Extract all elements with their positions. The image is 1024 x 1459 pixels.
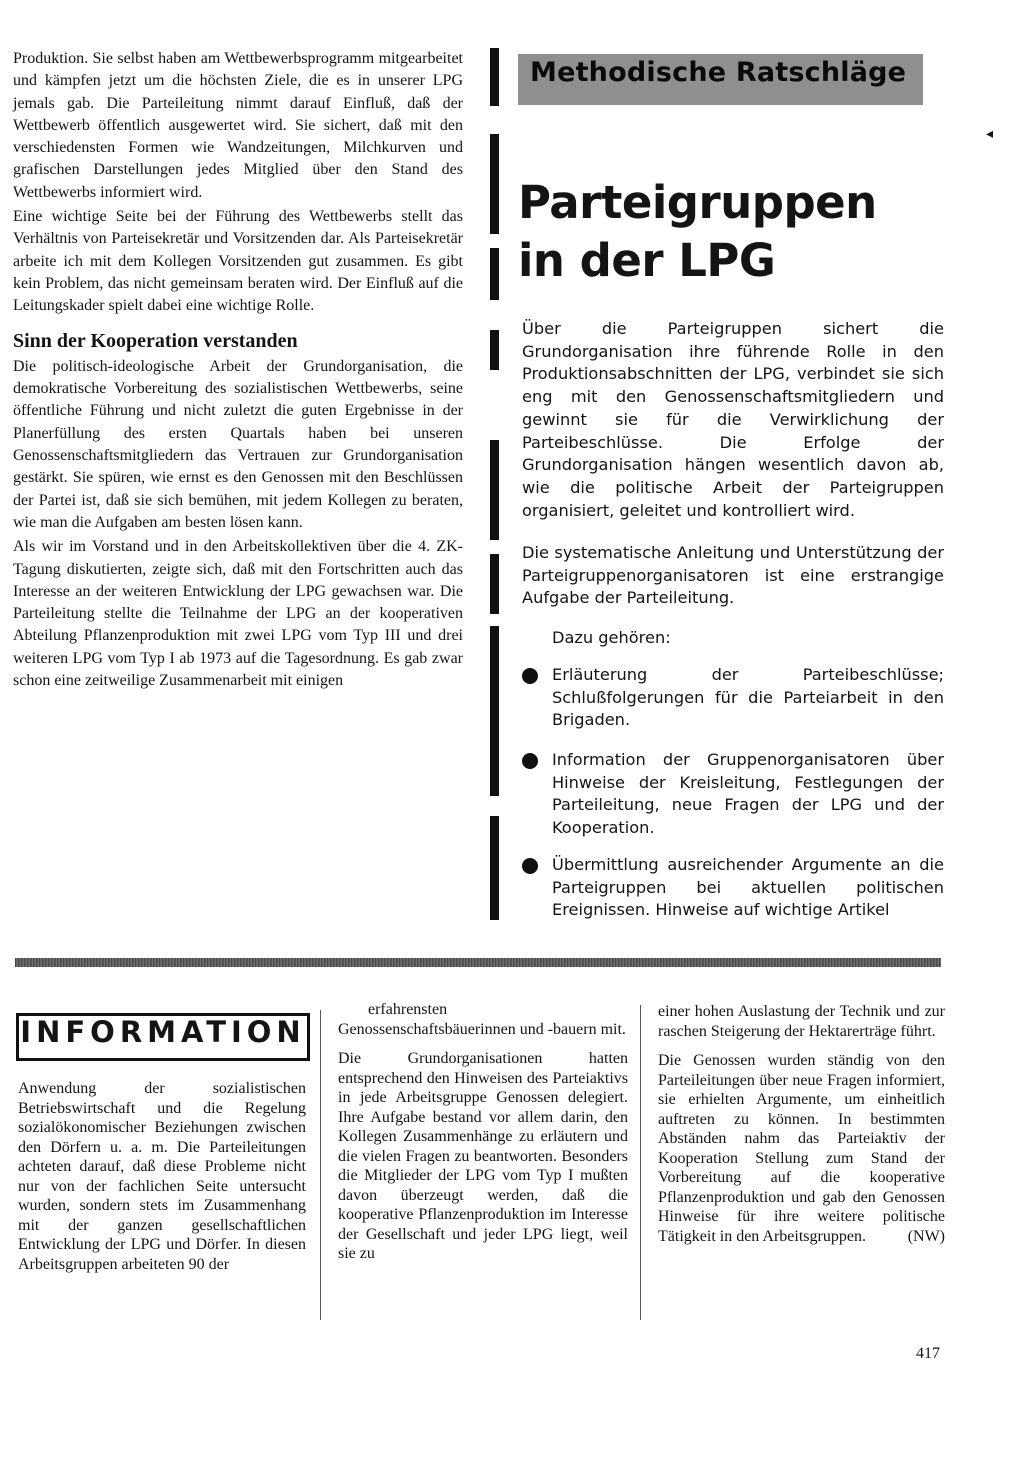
list-item-text: Übermittlung ausreichender Argumente an die Parteigruppen bei aktuellen politischen Ereignissen. Hinweise auf wichtige Artikel — [552, 855, 944, 920]
author-signature: (NW) — [907, 1227, 945, 1245]
decorative-bar — [490, 330, 499, 370]
info-column-2 — [338, 1000, 628, 1264]
list-item — [522, 664, 944, 732]
section-header: Methodische Ratschläge — [530, 57, 907, 88]
left-paragraph-1: Produktion. Sie selbst haben am Wettbewerbsprogramm mitgearbeitet und kämpfen jetzt um die höchsten Ziele, die es in unserer LPG jemals gab. Die Parteileitung nimmt darauf Einfluß, daß der Wettbewerb öffentlich ausgewertet wird. Sie sichert, daß mit den verschiedensten Formen wie Wandzeitungen, Milchkurven und grafischen Darstellungen jedes Mitglied über den Stand des Wettbewerbs informiert wird. — [13, 50, 463, 201]
left-paragraph-3: Die politisch-ideologische Arbeit der Grundorganisation, die demokratische Vorbereitung des sozialistischen Wettbewerbs, seine öffentliche Führung und nicht zuletzt die guten Ergebnisse in der Planerfüllung des ersten Quartals haben bei unseren Genossenschaftsmitgliedern das Vertrauen zur Grundorganisation gestärkt. Sie spüren, wie ernst es den Genossen mit den Beschlüssen der Partei ist, daß sie sich bemühen, mit jedem Kollegen zu beraten, wie man die Aufgaben am besten lösen kann. — [13, 357, 463, 531]
column-rule — [640, 1005, 641, 1320]
list-item — [522, 749, 944, 840]
decorative-bar — [490, 134, 499, 234]
article-title-line-1: Parteigruppen — [518, 176, 877, 229]
margin-mark: ◂ — [986, 126, 994, 142]
decorative-bar — [490, 816, 499, 920]
second-paragraph: Die systematische Anleitung und Unterstützung der Parteigruppenorganisatoren ist eine erstrangige Aufgabe der Parteileitung. — [522, 543, 944, 608]
intro-paragraph: Über die Parteigruppen sichert die Grundorganisation ihre führende Rolle in den Produktionsabschnitten der LPG, verbindet sie sich eng mit den Genossenschaftsmitgliedern und gewinnt sie für die Verwirklichung der Parteibeschlüsse. Die Erfolge der Grundorganisation hängen wesentlich davon ab, wie die politische Arbeit der Parteigruppen organisiert, geleitet und kontrolliert wird. — [522, 319, 944, 520]
bullet-icon — [522, 668, 538, 684]
decorative-bar — [490, 554, 499, 614]
decorative-bar — [490, 440, 499, 540]
info-column-3 — [658, 1002, 945, 1246]
bullet-icon — [522, 858, 538, 874]
left-paragraph-2: Eine wichtige Seite bei der Führung des Wettbewerbs stellt das Verhältnis von Parteisekretär und Vorsitzenden dar. Als Parteisekretär arbeite ich mit dem Kollegen Vorsitzenden gut zusammen. Es gibt kein Problem, das nicht gemeinsam beraten wird. Der Einfluß auf die Leitungskader spielt dabei eine wichtige Rolle. — [13, 208, 463, 315]
list-intro: Dazu gehören: — [552, 628, 671, 647]
decorative-bar-column — [490, 48, 500, 920]
info-column-3-paragraph — [658, 1051, 945, 1246]
bullet-icon — [522, 753, 538, 769]
decorative-bar — [490, 48, 499, 106]
column-rule — [320, 1010, 321, 1320]
decorative-bar — [490, 626, 499, 796]
list-item-text: Information der Gruppenorganisatoren über Hinweise der Kreisleitung, Festlegungen der Parteileitung, neue Fragen der LPG und der Kooperation. — [552, 750, 944, 838]
left-paragraph-4: Als wir im Vorstand und in den Arbeitskollektiven über die 4. ZK-Tagung diskutierten, zeigte sich, daß mit den Fortschritten auch das Interesse an der weiteren Entwicklung der LPG gewachsen war. Die Parteileitung stellte die Teilnahme der LPG an der kooperativen Abteilung Pflanzenproduktion mit zwei LPG vom Typ III und drei weiteren LPG vom Typ I ab 1973 auf die Tagesordnung. Es gab zwar schon eine zeitweilige Zusammenarbeit mit einigen — [13, 538, 463, 690]
article-title — [518, 174, 877, 290]
section-divider — [15, 958, 941, 967]
list-item — [522, 854, 944, 922]
left-article-column — [13, 48, 463, 692]
info-column-3-text: Die Genossen wurden ständig von den Parteileitungen über neue Fragen informiert, sie erhielten Argumente, um einheitlich auftreten zu können. In bestimmten Abständen nahm das Parteiaktiv der Kooperation Stellung zum Stand der Vorbereitung auf die kooperative Pflanzenproduktion und gab den Genossen Hinweise für ihre weitere politische Tätigkeit in den Arbeitsgruppen. — [658, 1052, 945, 1245]
info-column-1: Anwendung der sozialistischen Betriebswirtschaft und die Regelung sozialökonomischer Beziehungen zwischen den Dörfern u. a. m. Die Parteileitungen achteten darauf, daß diese Probleme nicht nur von der fachlichen Seite untersucht wurden, sondern stets im Zusammenhang mit der ganzen gesellschaftlichen Entwicklung der LPG und Dörfer. In diesen Arbeitsgruppen arbeiteten 90 der — [18, 1080, 306, 1273]
article-title-line-2: in der LPG — [518, 234, 776, 287]
info-column-3-paragraph: einer hohen Auslastung der Technik und zur raschen Steigerung der Hektarerträge führt. — [658, 1003, 945, 1040]
info-column-2-paragraph: erfahrensten Genossenschaftsbäuerinnen und -bauern mit. — [338, 1001, 626, 1038]
info-column-2-paragraph: Die Grundorganisationen hatten entsprechend den Hinweisen des Parteiaktivs in jede Arbeitsgruppe Genossen delegiert. Ihre Aufgabe bestand vor allem darin, den Kollegen Zusammenhänge zu erläutern und die vielen Fragen zu beantworten. Besonders die Mitglieder der LPG vom Typ I mußten davon überzeugt werden, daß die kooperative Pflanzenproduktion im Interesse der Gesellschaft und jeder LPG liegt, weil sie zu — [338, 1050, 628, 1262]
left-subheading: Sinn der Kooperation verstanden — [13, 329, 298, 352]
list-item-text: Erläuterung der Parteibeschlüsse; Schlußfolgerungen für die Parteiarbeit in den Brigaden. — [552, 665, 944, 730]
decorative-bar — [490, 248, 499, 300]
page-number: 417 — [916, 1345, 940, 1362]
info-title: INFORMATION — [20, 1015, 306, 1049]
